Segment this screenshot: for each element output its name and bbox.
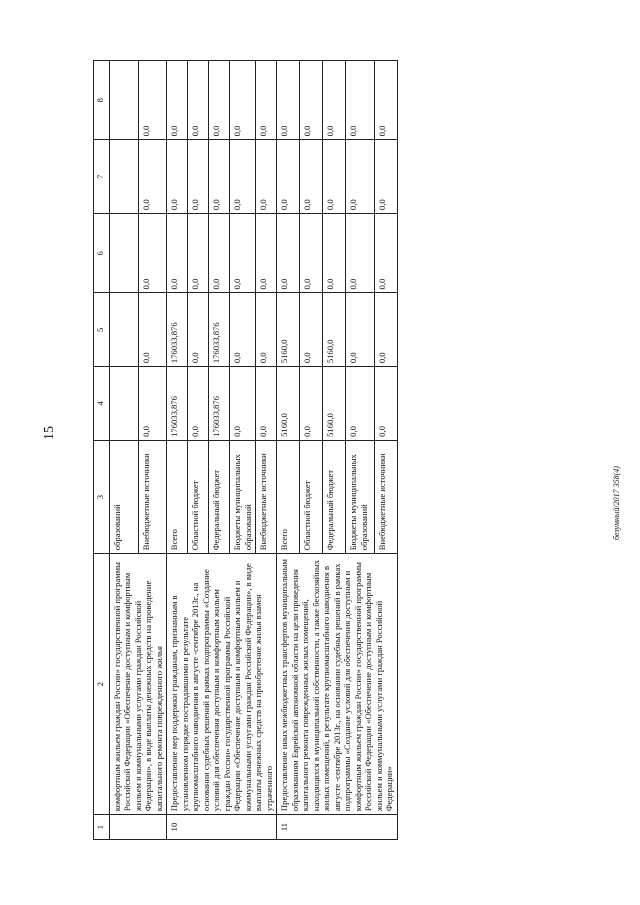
amount-cell: 0,0 [323, 140, 346, 214]
amount-cell: 5160,0 [323, 293, 346, 367]
amount-cell: 0,0 [209, 214, 230, 293]
amount-cell: 0,0 [138, 367, 167, 441]
amount-cell: 0,0 [256, 293, 277, 367]
amount-cell: 0,0 [374, 367, 397, 441]
amount-cell: 0,0 [167, 140, 188, 214]
amount-cell: 0,0 [277, 140, 300, 214]
funding-source: Федеральный бюджет [323, 440, 346, 553]
funding-source: Внебюджетные источники [256, 440, 277, 553]
amount-cell [110, 140, 139, 214]
amount-cell: 0,0 [300, 140, 323, 214]
col-header: 3 [94, 440, 110, 553]
amount-cell: 0,0 [346, 214, 374, 293]
amount-cell: 0,0 [323, 214, 346, 293]
row-number: 11 [277, 815, 397, 840]
table-row [110, 61, 139, 840]
amount-cell: 5160,0 [323, 367, 346, 441]
amount-cell: 0,0 [374, 214, 397, 293]
row-description: Предоставление иных межбюджетных трансфертов муниципальным образованиям Еврейской автономной области на цели проведения капитального ремонта поврежденных жилых помещений, находящихся в муниципальной собственности, а также бесхозяйных жилых помещений, в результате крупномасштабного наводнения в августе -сентябре 2013г., на основании судебных решений в рамках подпрограммы «Создание условий для обеспечения доступным и комфортным жильем граждан России» государственной программы Российской Федерации «Обеспечение доступным и комфортным жильем и коммунальными услугами граждан Российской Федерации» [277, 554, 397, 815]
row-number [110, 815, 167, 840]
col-header: 8 [94, 61, 110, 140]
footer-code: безумный/2017 358(4) [612, 466, 621, 540]
funding-source: Внебюджетные источники [374, 440, 397, 553]
row-description: комфортным жильем граждан России» государственной программы Российской Федерации «Обеспечение доступным и комфортным жильем и коммунальными услугами граждан Российской Федерации», в виде выплаты денежных средств на проведение капитального ремонта поврежденного жилья [110, 554, 167, 815]
amount-cell [110, 367, 139, 441]
row-description: Предоставление мер поддержки гражданам, признанным в установленном порядке пострадавшими в результате крупномасштабного наводнения в августе -сентябре 2013г., на основании судебных решений в рамках подпрограммы «Создание условий для обеспечения доступным и комфортным жильем граждан России» государственной программы Российской Федерации «Обеспечение доступным и комфортным жильем и коммунальными услугами граждан Российской Федерации», в виде выплаты денежных средств на приобретение жилья взамен утраченного [167, 554, 277, 815]
amount-cell: 0,0 [167, 214, 188, 293]
amount-cell: 0,0 [374, 293, 397, 367]
amount-cell: 0,0 [167, 61, 188, 140]
amount-cell: 0,0 [188, 293, 209, 367]
col-header: 4 [94, 367, 110, 441]
amount-cell: 0,0 [188, 140, 209, 214]
col-header: 5 [94, 293, 110, 367]
amount-cell: 0,0 [230, 140, 256, 214]
amount-cell: 0,0 [188, 214, 209, 293]
amount-cell: 0,0 [138, 214, 167, 293]
funding-source: Бюджеты муниципальных образований [346, 440, 374, 553]
amount-cell: 0,0 [374, 61, 397, 140]
amount-cell: 0,0 [230, 367, 256, 441]
col-header: 7 [94, 140, 110, 214]
amount-cell: 0,0 [346, 140, 374, 214]
amount-cell: 0,0 [230, 214, 256, 293]
amount-cell: 0,0 [346, 367, 374, 441]
amount-cell: 0,0 [346, 293, 374, 367]
col-header: 1 [94, 815, 110, 840]
amount-cell: 0,0 [256, 140, 277, 214]
amount-cell: 0,0 [138, 293, 167, 367]
amount-cell: 0,0 [230, 293, 256, 367]
amount-cell: 0,0 [209, 140, 230, 214]
amount-cell: 0,0 [188, 367, 209, 441]
page-number: 15 [42, 426, 57, 440]
amount-cell: 0,0 [300, 61, 323, 140]
amount-cell: 176033,876 [209, 367, 230, 441]
amount-cell: 5160,0 [277, 293, 300, 367]
amount-cell: 5160,0 [277, 367, 300, 441]
funding-source: Всего [167, 440, 188, 553]
table-row [277, 61, 300, 840]
col-header: 6 [94, 214, 110, 293]
amount-cell: 0,0 [138, 61, 167, 140]
amount-cell: 176033,876 [167, 367, 188, 441]
amount-cell: 0,0 [138, 140, 167, 214]
funding-source: Внебюджетные источники [138, 440, 167, 553]
amount-cell: 0,0 [256, 367, 277, 441]
rotated-table-container [93, 60, 613, 840]
amount-cell [110, 214, 139, 293]
amount-cell: 176033,876 [167, 293, 188, 367]
header-row [94, 61, 110, 840]
amount-cell: 0,0 [300, 214, 323, 293]
amount-cell [110, 61, 139, 140]
amount-cell: 0,0 [209, 61, 230, 140]
funding-source: образований [110, 440, 139, 553]
amount-cell: 0,0 [277, 61, 300, 140]
col-header: 2 [94, 554, 110, 815]
table-row [167, 61, 188, 840]
row-number: 10 [167, 815, 277, 840]
funding-source: Областной бюджет [300, 440, 323, 553]
funding-source: Федеральный бюджет [209, 440, 230, 553]
funding-source: Бюджеты муниципальных образований [230, 440, 256, 553]
amount-cell: 0,0 [188, 61, 209, 140]
table-body [110, 61, 398, 840]
amount-cell: 0,0 [277, 214, 300, 293]
amount-cell: 0,0 [374, 140, 397, 214]
amount-cell: 0,0 [323, 61, 346, 140]
amount-cell: 176033,876 [209, 293, 230, 367]
amount-cell: 0,0 [300, 293, 323, 367]
amount-cell: 0,0 [346, 61, 374, 140]
funding-source: Областной бюджет [188, 440, 209, 553]
amount-cell: 0,0 [300, 367, 323, 441]
amount-cell [110, 293, 139, 367]
amount-cell: 0,0 [256, 214, 277, 293]
amount-cell: 0,0 [256, 61, 277, 140]
budget-table [93, 60, 398, 840]
amount-cell: 0,0 [230, 61, 256, 140]
funding-source: Всего [277, 440, 300, 553]
